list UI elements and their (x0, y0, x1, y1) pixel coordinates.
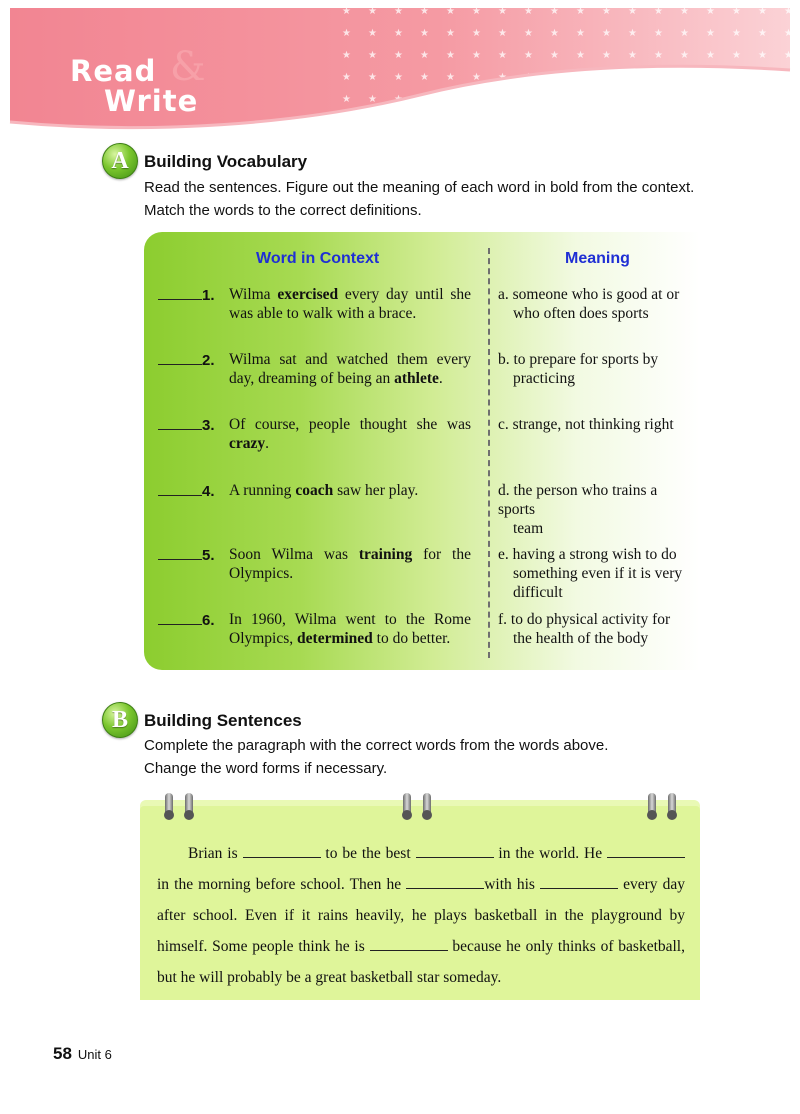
page-number: 58 (53, 1044, 72, 1063)
meaning-definition (498, 545, 698, 602)
sentence-text: to do better. (372, 630, 451, 647)
target-word: coach (295, 482, 334, 499)
sentence-text: every day until she was able to walk with a brace. (229, 286, 471, 322)
target-word: training (358, 546, 413, 563)
answer-blank[interactable] (607, 844, 685, 858)
banner-title (70, 44, 230, 122)
instruction-line: Match the words to the correct definitions. (144, 202, 422, 219)
column-header-context: Word in Context (256, 250, 380, 267)
paragraph-text: with his (484, 876, 541, 893)
definition-line: e. having a strong wish to do (498, 546, 677, 563)
banner-ampersand: & (170, 44, 206, 90)
answer-slot[interactable] (158, 286, 220, 305)
section-b-badge: B (102, 702, 138, 738)
item-number: 3. (202, 417, 215, 434)
answer-blank[interactable] (158, 286, 202, 300)
notepad-ring (165, 793, 173, 817)
context-sentence (229, 415, 471, 453)
target-word: exercised (277, 286, 339, 303)
sentence-text: . (265, 435, 270, 452)
section-a-title: Building Vocabulary (144, 152, 308, 171)
definition-line: something even if it is very (513, 565, 683, 582)
sentence-text: Soon Wilma was (229, 546, 359, 563)
instruction-line: Complete the paragraph with the correct words from the words above. (144, 737, 609, 754)
section-a-instructions (144, 176, 744, 222)
sentence-text: Wilma sat and watched them every day, dreaming of being an (229, 351, 471, 387)
section-a-badge: A (102, 143, 138, 179)
definition-line: the health of the body (513, 630, 649, 647)
answer-blank[interactable] (416, 844, 494, 858)
sentence-text: Wilma (229, 286, 278, 303)
paragraph-text: in the world. He (493, 845, 607, 862)
definition-line: d. the person who trains a sports (498, 482, 658, 518)
banner-word-read: Read (70, 54, 157, 88)
answer-slot[interactable] (158, 482, 220, 501)
definition-line: practicing (513, 370, 575, 387)
answer-slot[interactable] (158, 546, 220, 565)
answer-slot[interactable] (158, 416, 220, 435)
target-word: athlete (394, 370, 439, 387)
answer-blank[interactable] (158, 611, 202, 625)
definition-line: who often does sports (513, 305, 649, 322)
paragraph-text: Brian is (188, 845, 243, 862)
unit-label: Unit 6 (77, 1047, 112, 1062)
context-sentence (229, 285, 471, 323)
meaning-definition (498, 610, 698, 648)
notepad-ring (185, 793, 193, 817)
sentence-text: A running (229, 482, 296, 499)
definition-line: b. to prepare for sports by (498, 351, 659, 368)
item-number: 2. (202, 352, 215, 369)
item-number: 4. (202, 483, 215, 500)
sentence-text: saw her play. (333, 482, 419, 499)
target-word: determined (297, 630, 373, 647)
answer-blank[interactable] (158, 351, 202, 365)
meaning-definition (498, 481, 698, 538)
notepad-ring (668, 793, 676, 817)
sentence-text: for the Olympics. (229, 546, 471, 582)
notepad-ring (648, 793, 656, 817)
fill-in-paragraph (157, 838, 685, 993)
item-number: 1. (202, 287, 215, 304)
notepad-ring (403, 793, 411, 817)
answer-slot[interactable] (158, 611, 220, 630)
answer-blank[interactable] (158, 546, 202, 560)
answer-blank[interactable] (158, 416, 202, 430)
answer-blank[interactable] (370, 937, 448, 951)
definition-line: c. strange, not thinking right (498, 416, 674, 433)
item-number: 5. (202, 547, 215, 564)
sentence-text: Of course, people thought she was (229, 416, 471, 433)
answer-slot[interactable] (158, 351, 220, 370)
column-divider (488, 248, 490, 658)
meaning-definition (498, 415, 698, 434)
paragraph-text: because he only thinks of basketball, but he will probably be a great basketball star someday. (157, 938, 685, 986)
answer-blank[interactable] (540, 875, 618, 889)
meaning-definition (498, 285, 698, 323)
banner-word-write: Write (104, 84, 199, 118)
context-sentence (229, 350, 471, 388)
definition-line: team (513, 520, 544, 537)
meaning-definition (498, 350, 698, 388)
context-sentence (229, 610, 471, 648)
section-b-instructions (144, 734, 744, 780)
paragraph-text: to be the best (320, 845, 416, 862)
target-word: crazy (229, 435, 266, 452)
definition-line: a. someone who is good at or (498, 286, 680, 303)
item-number: 6. (202, 612, 215, 629)
answer-blank[interactable] (406, 875, 484, 889)
notepad-ring (423, 793, 431, 817)
context-sentence (229, 481, 471, 500)
sentence-text: . (438, 370, 443, 387)
answer-blank[interactable] (158, 482, 202, 496)
instruction-line: Read the sentences. Figure out the meaning of each word in bold from the context. (144, 179, 695, 196)
sentence-text: In 1960, Wilma went to the Rome Olympics, (229, 611, 471, 647)
paragraph-text: in the morning before school. Then he (157, 876, 407, 893)
context-sentence (229, 545, 471, 583)
definition-line: f. to do physical activity for (498, 611, 671, 628)
instruction-line: Change the word forms if necessary. (144, 760, 388, 777)
answer-blank[interactable] (243, 844, 321, 858)
section-b-title: Building Sentences (144, 711, 302, 730)
paragraph-text: every day after school. Even if it rains heavily, he plays basketball in the playground by himself. Some people think he is (157, 876, 685, 955)
page-footer (53, 1044, 112, 1064)
column-header-meaning: Meaning (565, 250, 630, 267)
definition-line: difficult (513, 584, 563, 601)
